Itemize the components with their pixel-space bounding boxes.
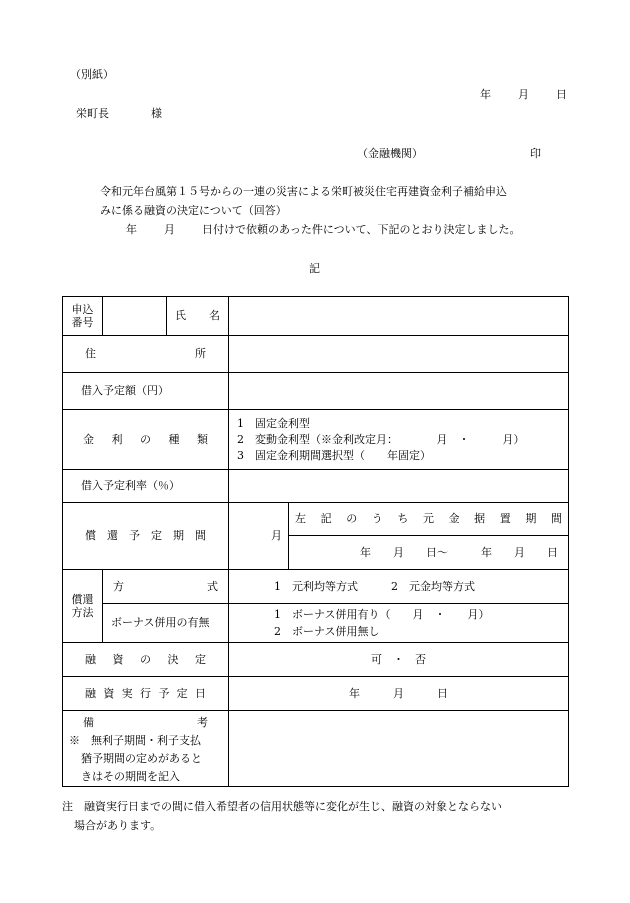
body-text: 日付けで依頼のあった件について、下記のとおり決定しました。 bbox=[202, 223, 521, 236]
grace-period-label: 左 記 の う ち 元 金 据 置 期 間 bbox=[289, 503, 569, 536]
decision-value[interactable]: 可 ・ 否 bbox=[229, 643, 569, 677]
date-day: 日 bbox=[556, 88, 567, 101]
address-label: 住 所 bbox=[63, 336, 229, 373]
interest-type-label: 金 利 の 種 類 bbox=[63, 410, 229, 470]
interest-option-select[interactable]: 3 固定金利期間選択型（ 年固定） bbox=[237, 448, 431, 462]
repay-period-label: 償 還 予 定 期 間 bbox=[63, 503, 229, 570]
interest-rate-field[interactable] bbox=[229, 470, 569, 503]
ki-heading: 記 bbox=[309, 262, 320, 275]
exec-date-value[interactable]: 年 月 日 bbox=[229, 677, 569, 711]
date-month: 月 bbox=[518, 88, 529, 101]
interest-option-fixed[interactable]: 1 固定金利型 bbox=[237, 416, 310, 430]
interest-rate-label: 借入予定利率（％） bbox=[63, 470, 229, 503]
addressee-mayor: 栄町長 bbox=[76, 107, 109, 120]
date-year: 年 bbox=[480, 88, 491, 101]
name-label: 氏 名 bbox=[167, 297, 229, 336]
loan-amount-label: 借入予定額（円） bbox=[63, 373, 229, 410]
app-no-field[interactable] bbox=[103, 297, 167, 336]
address-field[interactable] bbox=[229, 336, 569, 373]
subject-line-1: 令和元年台風第１５号からの一連の災害による栄町被災住宅再建資金利子補給申込 bbox=[100, 185, 507, 198]
decision-label: 融 資 の 決 定 bbox=[63, 643, 229, 677]
loan-amount-field[interactable] bbox=[229, 373, 569, 410]
footnote: 注 融資実行日までの間に借入希望者の信用状態等に変化が生じ、融資の対象とならない 場合があります。 bbox=[62, 800, 502, 832]
body-year: 年 bbox=[126, 223, 137, 236]
interest-type-options bbox=[229, 410, 569, 470]
bonus-option-yes[interactable]: 1 ボーナス併用有り（ 月 ・ 月） bbox=[274, 608, 490, 621]
seal-label: 印 bbox=[530, 147, 541, 160]
app-no-label: 申込 番号 bbox=[63, 297, 103, 336]
bonus-options bbox=[229, 604, 569, 643]
method-options[interactable]: 1 元利均等方式 2 元金均等方式 bbox=[229, 570, 569, 604]
repay-method-label: 償還 方法 bbox=[63, 570, 103, 643]
addressee-honorific: 様 bbox=[151, 107, 162, 120]
interest-option-variable[interactable]: 2 変動金利型（※金利改定月： 月 ・ 月） bbox=[237, 432, 525, 446]
body-month: 月 bbox=[164, 223, 175, 236]
bonus-option-no[interactable]: 2 ボーナス併用無し bbox=[274, 625, 380, 638]
remarks-label: 備 考 ※ 無利子期間・利子支払 猶予期間の定めがあると きはその期間を記入 bbox=[63, 711, 229, 787]
remarks-field[interactable] bbox=[229, 711, 569, 787]
attachment-label: （別紙） bbox=[70, 68, 114, 81]
name-field[interactable] bbox=[229, 297, 569, 336]
grace-dates-field[interactable]: 年 月 日～ 年 月 日 bbox=[289, 536, 569, 570]
repay-months-field[interactable]: 月 bbox=[229, 503, 289, 570]
exec-date-label: 融 資 実 行 予 定 日 bbox=[63, 677, 229, 711]
subject-line-2: みに係る融資の決定について（回答） bbox=[100, 204, 287, 217]
loan-decision-table bbox=[62, 296, 569, 787]
bonus-label: ボーナス併用の有無 bbox=[103, 604, 229, 643]
sender-label: （金融機関） bbox=[357, 147, 423, 160]
method-label: 方 式 bbox=[103, 570, 229, 604]
